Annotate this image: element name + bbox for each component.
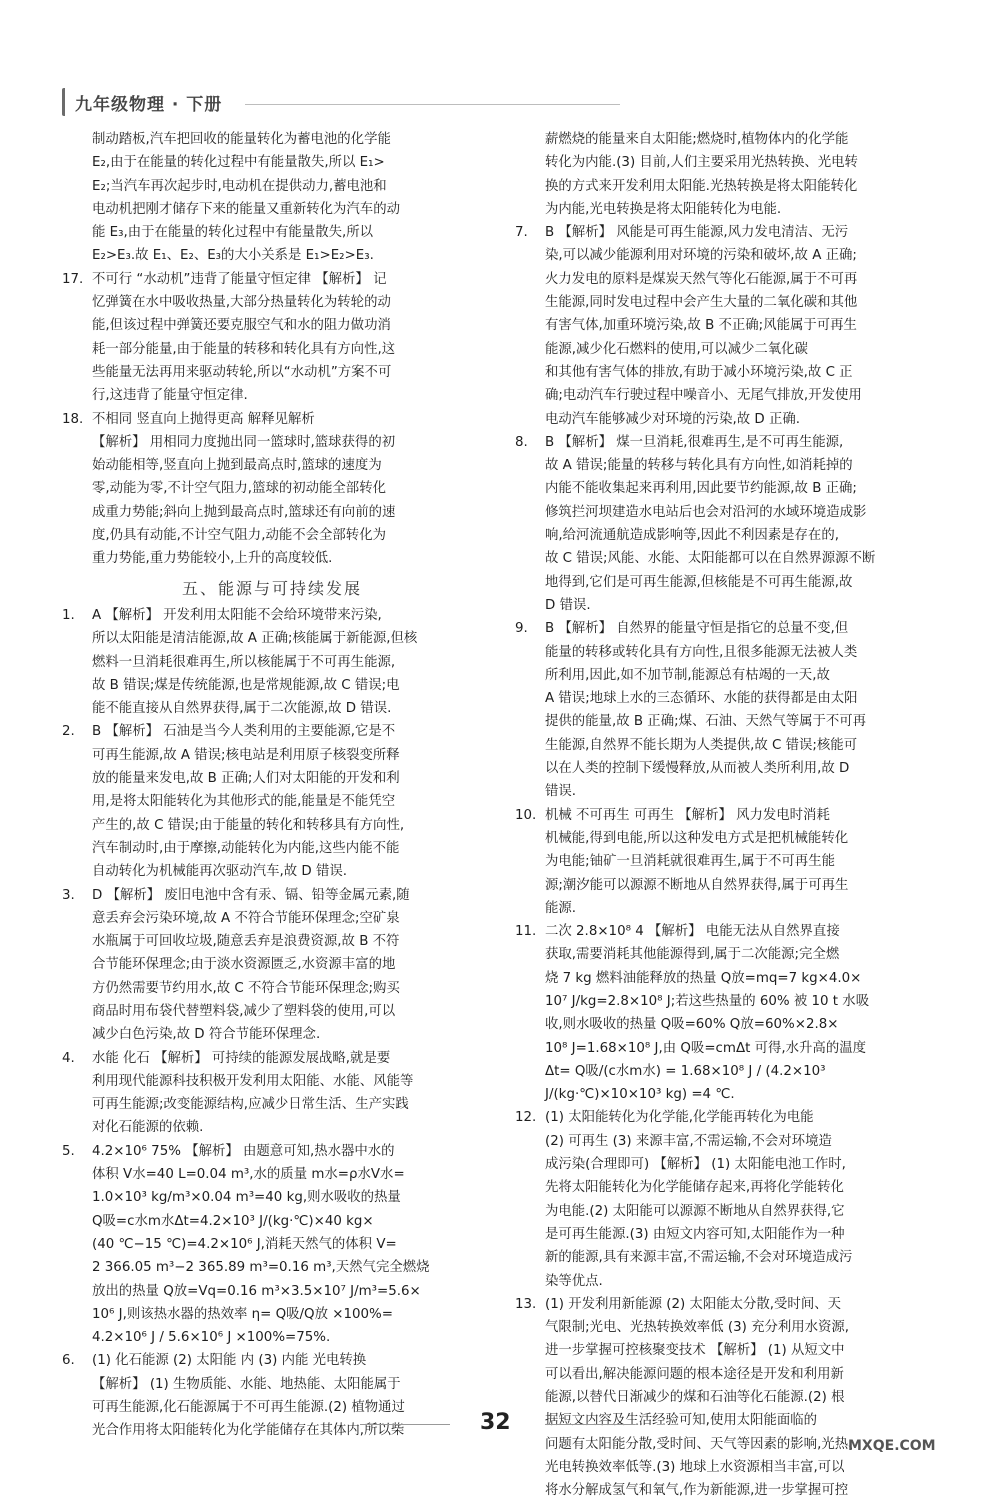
- answer-line: 【解析】 用相同力度抛出同一篮球时,篮球获得的初: [92, 434, 396, 450]
- answer-line: 火力发电的原料是煤炭天然气等化石能源,属于不可再: [545, 271, 858, 287]
- answer-item-q11: [515, 920, 940, 1106]
- answer-line: B 【解析】 自然界的能量守恒是指它的总量不变,但: [545, 621, 849, 637]
- answer-item-q18: [62, 408, 482, 571]
- answer-line: 有害气体,加重环境污染,故 B 不正确;风能属于可再生: [545, 318, 857, 334]
- answer-body: [92, 408, 482, 571]
- answer-line: 确;电动汽车行驶过程中噪音小、无尾气排放,开发使用: [545, 388, 862, 404]
- answer-number: 5.: [62, 1143, 75, 1159]
- answer-line: 生能源,同时发电过程中会产生大量的二氧化碳和其他: [545, 295, 858, 311]
- answer-item-q3: [62, 884, 482, 1047]
- answer-line: 将水分解成氢气和氧气,作为新能源,进一步掌握可控: [545, 1483, 849, 1499]
- header-title: 九年级物理 · 下册: [75, 94, 223, 115]
- answer-line: 产生的,故 C 错误;由于能量的转化和转移具有方向性,: [92, 817, 405, 833]
- answer-line: 二次 2.8×10⁸ 4 【解析】 电能无法从自然界直接: [545, 924, 840, 940]
- answer-item-q17: [62, 268, 482, 408]
- answer-line: 问题有太阳能分散,受时间、天气等因素的影响,光热、: [545, 1436, 862, 1452]
- answer-line: 所利用,因此,如不加节制,能源总有枯竭的一天,故: [545, 667, 830, 683]
- section-title: 五、能源与可持续发展: [181, 578, 362, 598]
- answer-line: (1) 太阳能转化为化学能,化学能再转化为电能: [545, 1110, 814, 1126]
- answer-line: 可以看出,解决能源问题的根本途径是开发和利用新: [545, 1366, 844, 1382]
- answer-line: 可再生能源,化石能源属于不可再生能源.(2) 植物通过: [92, 1400, 405, 1416]
- answer-line: 能源.: [545, 900, 577, 916]
- answer-item-q9: [515, 617, 940, 803]
- answer-number: 11.: [515, 924, 537, 940]
- answer-line: 能源,减少化石燃料的使用,可以减少二氧化碳: [545, 341, 808, 357]
- answer-line: 始动能相等,竖直向上抛到最高点时,篮球的速度为: [92, 458, 382, 474]
- answer-line: 故 C 错误;风能、水能、太阳能都可以在自然界源源不断: [545, 551, 876, 567]
- continued-line: 薪燃烧的能量来自太阳能;燃烧时,植物体内的化学能: [545, 132, 849, 147]
- answer-line: 1.0×10³ kg/m³×0.04 m³=40 kg,则水吸收的热量: [92, 1190, 401, 1206]
- answer-line: 和其他有害气体的排放,有助于减小环境污染,故 C 正: [545, 364, 853, 380]
- continued-line: 制动踏板,汽车把回收的能量转化为蓄电池的化学能: [92, 132, 391, 147]
- answer-number: 1.: [62, 607, 75, 623]
- answer-line: 染,可以减少能源利用对环境的污染和破坏,故 A 正确;: [545, 248, 857, 264]
- answer-number: 17.: [62, 271, 84, 287]
- answer-line: 可再生能源,故 A 错误;核电站是利用原子核裂变所释: [92, 747, 400, 763]
- footer-rule-left: [360, 1424, 450, 1425]
- answer-line: (1) 化石能源 (2) 太阳能 内 (3) 内能 光电转换: [92, 1353, 367, 1369]
- answer-line: 是可再生能源.(3) 由短文内容可知,太阳能作为一种: [545, 1226, 845, 1242]
- answer-line: 10⁷ J/kg=2.8×10⁸ J;若这些热量的 60% 被 10 t 水吸: [545, 993, 870, 1009]
- answer-line: 商品时用布袋代替塑料袋,减少了塑料袋的使用,可以: [92, 1003, 396, 1019]
- answer-line: 放出的热量 Q放=Vq=0.16 m³×3.5×10⁷ J/m³=5.6×: [92, 1283, 421, 1299]
- answer-line: 源;潮汐能可以源源不断地从自然界获得,属于可再生: [545, 877, 849, 893]
- answer-line: 内能不能收集起来再利用,因此要节约能源,故 B 正确;: [545, 481, 857, 497]
- answer-item-q13: [515, 1293, 940, 1503]
- answer-number: 6.: [62, 1353, 75, 1369]
- answer-line: 10⁸ J=1.68×10⁸ J,由 Q吸=cmΔt 可得,水升高的温度: [545, 1040, 866, 1056]
- answer-line: 成重力势能;斜向上抛到最高点时,篮球还有向前的速: [92, 504, 396, 520]
- answer-line: 行,这违背了能量守恒定律.: [92, 388, 248, 404]
- answer-line: 用,是将太阳能转化为其他形式的能,能量是不能凭空: [92, 794, 396, 810]
- answer-line: B 【解析】 风能是可再生能源,风力发电清洁、无污: [545, 225, 849, 241]
- continued-line: 电动机把刚才储存下来的能量又重新转化为汽车的动: [92, 201, 400, 217]
- answer-line: A 【解析】 开发利用太阳能不会给环境带来污染,: [92, 607, 382, 623]
- answer-line: 不可行 “水动机”违背了能量守恒定律 【解析】 记: [92, 271, 387, 287]
- answer-line: B 【解析】 石油是当今人类利用的主要能源,它是不: [92, 724, 396, 740]
- answer-line: 10⁶ J,则该热水器的热效率 η= Q吸/Q放 ×100%=: [92, 1306, 393, 1322]
- answer-line: (40 ℃−15 ℃)=4.2×10⁶ J,消耗天然气的体积 V=: [92, 1236, 397, 1252]
- continued-line: 转化为内能.(3) 目前,人们主要采用光热转换、光电转: [545, 155, 858, 171]
- answer-body: [545, 804, 940, 920]
- answer-number: 18.: [62, 411, 84, 427]
- answer-body: [92, 884, 482, 1047]
- continued-line: 能 E₃,由于在能量的转化过程中有能量散失,所以: [92, 225, 374, 241]
- answer-item-q12: [515, 1106, 940, 1292]
- answer-line: Q吸=c水m水Δt=4.2×10³ J/(kg·℃)×40 kg×: [92, 1213, 374, 1229]
- answer-line: 合节能环保理念;由于淡水资源匮乏,水资源丰富的地: [92, 957, 396, 973]
- answer-line: Δt= Q吸/(c水m水) = 1.68×10⁸ J / (4.2×10³ J/(kg·℃)×10×10³ kg) =4 ℃.: [545, 1063, 826, 1103]
- answer-number: 12.: [515, 1110, 537, 1126]
- answer-body: [92, 268, 482, 408]
- answer-line: 烧 7 kg 燃料油能释放的热量 Q放=mq=7 kg×4.0×: [545, 970, 862, 986]
- answer-line: 收,则水吸收的热量 Q吸=60% Q放=60%×2.8×: [545, 1017, 839, 1033]
- answer-body: [545, 920, 940, 1106]
- answer-line: 生能源,自然界不能长期为人类提供,故 C 错误;核能可: [545, 737, 858, 753]
- answer-line: 放的能量来发电,故 B 正确;人们对太阳能的开发和利: [92, 771, 400, 787]
- answer-line: 新的能源,具有来源丰富,不需运输,不会对环境造成污: [545, 1250, 853, 1266]
- continued-line: 换的方式来开发利用太阳能.光热转换是将太阳能转化: [545, 178, 858, 194]
- page-header: [62, 88, 222, 116]
- answer-line: 能不能直接从自然界获得,属于二次能源,故 D 错误.: [92, 701, 392, 717]
- answer-line: 能,但该过程中弹簧还要克服空气和水的阻力做功消: [92, 318, 391, 334]
- answer-body: [92, 1047, 482, 1140]
- header-rule: [245, 104, 620, 105]
- answer-line: 不相同 竖直向上抛得更高 解释见解析: [92, 411, 315, 427]
- answer-item-q5: [62, 1140, 482, 1350]
- answer-line: 修筑拦河坝建造水电站后也会对沿河的水域环境造成影: [545, 504, 867, 520]
- answer-line: 地得到,它们是可再生能源,但核能是不可再生能源,故: [545, 574, 853, 590]
- right-column: [515, 128, 940, 1503]
- answer-body: [92, 604, 482, 720]
- answer-line: 2 366.05 m³−2 365.89 m³=0.16 m³,天然气完全燃烧: [92, 1260, 430, 1276]
- answer-body: [545, 221, 940, 431]
- answer-line: 获取,需要消耗其他能源得到,属于二次能源;完全燃: [545, 947, 840, 963]
- answer-body: [545, 1106, 940, 1292]
- answer-line: 故 B 错误;煤是传统能源,也是常规能源,故 C 错误;电: [92, 677, 400, 693]
- continued-line: E₂;当汽车再次起步时,电动机在提供动力,蓄电池和: [92, 178, 387, 194]
- answer-line: 气限制;光电、光热转换效率低 (3) 充分利用水资源,: [545, 1320, 850, 1336]
- answer-number: 10.: [515, 807, 537, 823]
- answer-line: 【解析】 (1) 生物质能、水能、地热能、太阳能属于: [92, 1376, 401, 1392]
- answer-line: 提供的能量,故 B 正确;煤、石油、天然气等属于不可再: [545, 714, 867, 730]
- header-bracket: [62, 88, 69, 116]
- answer-line: 成污染(合理即可) 【解析】 (1) 太阳能电池工作时,: [545, 1157, 846, 1173]
- continued-line: 为内能,光电转换是将太阳能转化为电能.: [545, 201, 782, 217]
- answer-line: 响,给河流通航造成影响等,因此不利因素是存在的,: [545, 528, 839, 544]
- answer-number: 9.: [515, 621, 528, 637]
- answer-line: 染等优点.: [545, 1273, 603, 1289]
- answer-number: 13.: [515, 1296, 537, 1312]
- answer-line: 水瓶属于可回收垃圾,随意丢弃是浪费资源,故 B 不符: [92, 934, 400, 950]
- answer-line: 机械 不可再生 可再生 【解析】 风力发电时消耗: [545, 807, 830, 823]
- answer-line: 度,仍具有动能,不计空气阻力,动能不会全部转化为: [92, 528, 386, 544]
- answer-line: 重力势能,重力势能较小,上升的高度较低.: [92, 551, 333, 567]
- answer-line: 方仍然需要节约用水,故 C 不符合节能环保理念;购买: [92, 980, 400, 996]
- answer-line: 体积 V水=40 L=0.04 m³,水的质量 m水=ρ水V水=: [92, 1167, 405, 1183]
- answer-item-q4: [62, 1047, 482, 1140]
- answer-body: [545, 431, 940, 617]
- left-column: [62, 128, 482, 1443]
- answer-line: B 【解析】 煤一旦消耗,很难再生,是不可再生能源,: [545, 434, 844, 450]
- answer-line: 先将太阳能转化为化学能储存起来,再将化学能转化: [545, 1180, 844, 1196]
- answer-body: [92, 1140, 482, 1350]
- answer-line: (2) 可再生 (3) 来源丰富,不需运输,不会对环境造: [545, 1133, 832, 1149]
- answer-line: A 错误;地球上水的三态循环、水能的获得都是由太阳: [545, 691, 858, 707]
- answer-line: 为电能.(2) 太阳能可以源源不断地从自然界获得,它: [545, 1203, 845, 1219]
- answer-line: 利用现代能源科技积极开发利用太阳能、水能、风能等: [92, 1073, 414, 1089]
- answer-item-q8: [515, 431, 940, 617]
- answer-line: 以在人类的控制下缓慢释放,从而被人类所利用,故 D: [545, 761, 850, 777]
- footer-rule-right: [545, 1424, 635, 1425]
- answer-line: 汽车制动时,由于摩擦,动能转化为内能,这些内能不能: [92, 840, 400, 856]
- answer-item-q10: [515, 804, 940, 920]
- answer-line: 错误.: [545, 784, 577, 800]
- answer-line: D 【解析】 废旧电池中含有汞、镉、铅等金属元素,随: [92, 887, 410, 903]
- continued-line: E₂,由于在能量的转化过程中有能量散失,所以 E₁>: [92, 155, 385, 171]
- answer-number: 4.: [62, 1050, 75, 1066]
- answer-line: 减少白色污染,故 D 符合节能环保理念.: [92, 1027, 321, 1043]
- answer-item-q1: [62, 604, 482, 720]
- answer-line: 对化石能源的依赖.: [92, 1120, 204, 1136]
- answer-line: 所以太阳能是清洁能源,故 A 正确;核能属于新能源,但核: [92, 631, 418, 647]
- answer-line: 故 A 错误;能量的转移与转化具有方向性,如消耗掉的: [545, 458, 853, 474]
- answer-line: 进一步掌握可控核聚变技术 【解析】 (1) 从短文中: [545, 1343, 845, 1359]
- answer-line: 忆弹簧在水中吸收热量,大部分热量转化为转轮的动: [92, 295, 391, 311]
- page-number: 32: [480, 1410, 511, 1435]
- answer-line: 4.2×10⁶ 75% 【解析】 由题意可知,热水器中水的: [92, 1143, 395, 1159]
- answer-line: 燃料一旦消耗很难再生,所以核能属于不可再生能源,: [92, 654, 396, 670]
- answer-number: 7.: [515, 225, 528, 241]
- answer-line: 意丢弃会污染环境,故 A 不符合节能环保理念;空矿泉: [92, 910, 400, 926]
- answer-item-q2: [62, 720, 482, 883]
- answer-line: 据短文内容及生活经验可知,使用太阳能面临的: [545, 1413, 818, 1429]
- page-footer: [0, 1410, 1000, 1454]
- answer-number: 8.: [515, 434, 528, 450]
- answer-number: 3.: [62, 887, 75, 903]
- answer-line: 耗一部分能量,由于能量的转移和转化具有方向性,这: [92, 341, 396, 357]
- answer-number: 2.: [62, 724, 75, 740]
- answer-line: 光电转换效率低等.(3) 地球上水资源相当丰富,可以: [545, 1459, 845, 1475]
- answer-body: [545, 617, 940, 803]
- answer-line: 4.2×10⁶ J / 5.6×10⁶ J ×100%=75%.: [92, 1330, 331, 1346]
- answer-line: 些能量无法再用来驱动转轮,所以“水动机”方案不可: [92, 364, 392, 380]
- answer-line: 光合作用将太阳能转化为化学能储存在其体内,所以柴: [92, 1423, 405, 1439]
- answer-line: 可再生能源;改变能源结构,应减少日常生活、生产实践: [92, 1097, 409, 1113]
- answer-line: 水能 化石 【解析】 可持续的能源发展战略,就是要: [92, 1050, 391, 1066]
- answer-line: D 错误.: [545, 597, 591, 613]
- continued-line: E₂>E₃.故 E₁、E₂、E₃的大小关系是 E₁>E₂>E₃.: [92, 248, 374, 264]
- answer-line: 能量的转移或转化具有方向性,且很多能源无法被人类: [545, 644, 858, 660]
- answer-line: 机械能,得到电能,所以这种发电方式是把机械能转化: [545, 830, 849, 846]
- answer-body: [545, 1293, 940, 1503]
- answer-line: 能源,以替代日渐减少的煤和石油等化石能源.(2) 根: [545, 1390, 845, 1406]
- answer-item-q7: [515, 221, 940, 431]
- answer-line: 自动转化为机械能再次驱动汽车,故 D 错误.: [92, 864, 347, 880]
- answer-line: 为电能;铀矿一旦消耗就很难再生,属于不可再生能: [545, 854, 835, 870]
- answer-body: [92, 720, 482, 883]
- answer-line: 电动汽车能够减少对环境的污染,故 D 正确.: [545, 411, 800, 427]
- watermark-text: MXQE.COM: [848, 1438, 936, 1454]
- answer-line: (1) 开发利用新能源 (2) 太阳能太分散,受时间、天: [545, 1296, 841, 1312]
- answer-line: 零,动能为零,不计空气阻力,篮球的初动能全部转化: [92, 481, 386, 497]
